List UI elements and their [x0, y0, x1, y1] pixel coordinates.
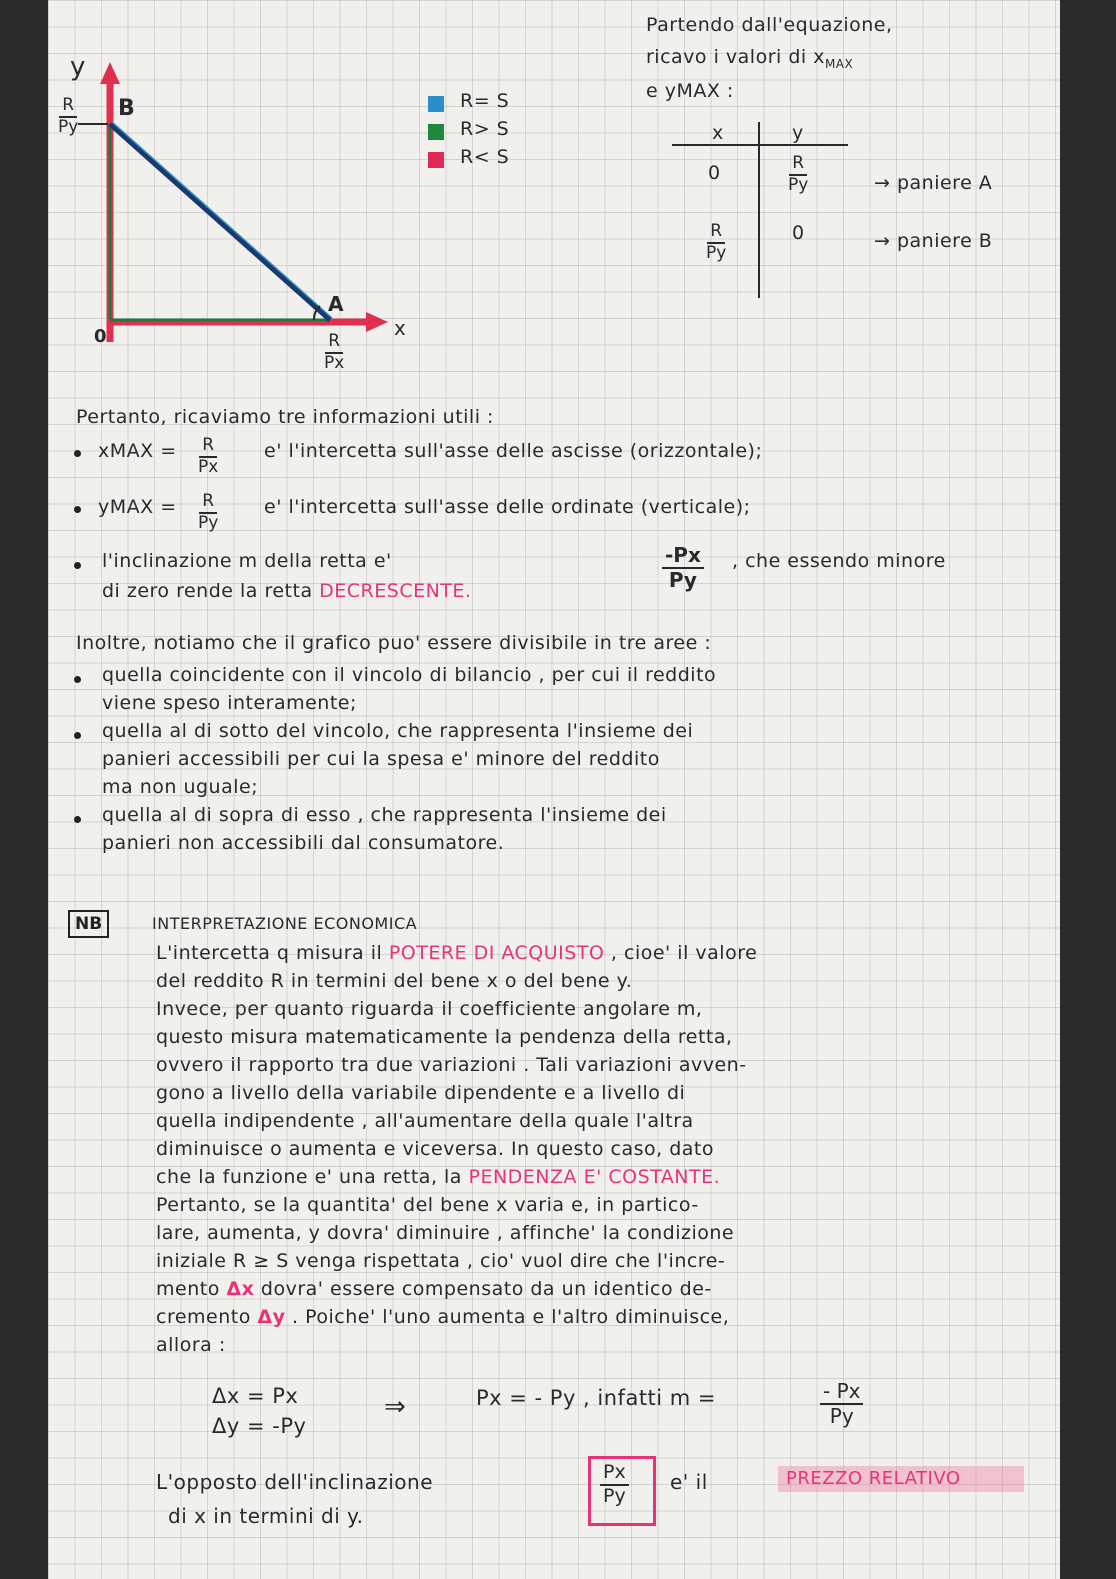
fraction-denominator: Py — [829, 1404, 854, 1428]
y-intercept-fraction — [58, 96, 78, 137]
table-row1-x: 0 — [708, 162, 721, 184]
area3-line2: panieri non accessibili dal consumatore. — [102, 832, 505, 854]
delta-y-highlight: Δy — [257, 1306, 286, 1328]
legend-label-less: R< S — [460, 146, 510, 168]
budget-line — [110, 124, 330, 320]
budget-line-highlight — [112, 122, 332, 318]
areas-intro: Inoltre, notiamo che il grafico puo' essere divisibile in tre aree : — [76, 632, 712, 654]
arrow-icon: → — [874, 230, 897, 252]
fraction-denominator: Py — [603, 1484, 626, 1507]
intro-line-2-text: ricavo i valori di x — [646, 46, 825, 68]
fraction-numerator: - Px — [820, 1380, 863, 1405]
area1-line2: viene speso interamente; — [102, 692, 357, 714]
intro-line-3: e yMAX : — [646, 80, 734, 102]
bullet — [74, 676, 81, 683]
nb-line-12: iniziale R ≥ S venga rispettata , cio' vuol dire che l'incre- — [156, 1250, 726, 1272]
info-b1-label: xMAX = — [98, 440, 177, 462]
x-axis-label: x — [394, 316, 407, 340]
nb-line-9-a: che la funzione e' una retta, la — [156, 1166, 462, 1188]
info-b2-fraction — [198, 492, 218, 533]
legend-label-equal: R= S — [460, 90, 510, 112]
formula-dy: Δy = -Py — [212, 1414, 307, 1438]
area2-line3: ma non uguale; — [102, 776, 259, 798]
nb-line-8: diminuisce o aumenta e viceversa. In questo caso, dato — [156, 1138, 714, 1160]
nb-line-9 — [156, 1166, 720, 1188]
table-header-x: x — [712, 122, 724, 144]
table-horizontal-rule — [672, 144, 848, 146]
fraction-numerator: R — [325, 332, 343, 354]
delta-x-highlight: Δx — [226, 1278, 255, 1300]
budget-line-graph — [48, 0, 468, 400]
potere-acquisto-highlight: POTERE DI ACQUISTO — [388, 942, 605, 964]
fraction-denominator: Py — [706, 242, 727, 263]
info-b3-text-b: , che essendo minore — [732, 550, 946, 572]
formula-dx: Δx = Px — [212, 1384, 299, 1408]
info-b1-fraction — [198, 436, 218, 477]
fraction-numerator: R — [707, 222, 725, 244]
info-b2-text: e' l'intercetta sull'asse delle ordinate (verticale); — [264, 496, 751, 518]
bullet — [74, 562, 81, 569]
info-b3-text-c-plain: di zero rende la retta — [102, 580, 313, 602]
final-line-2: di x in termini di y. — [168, 1504, 364, 1528]
legend-label-greater: R> S — [460, 118, 510, 140]
fraction-numerator: R — [59, 96, 77, 118]
x-intercept-fraction — [324, 332, 344, 373]
y-axis-label: y — [70, 52, 86, 82]
fraction-denominator: Px — [324, 352, 345, 373]
origin-label: 0 — [94, 326, 108, 347]
fraction-numerator: Px — [600, 1462, 629, 1486]
nb-line-1-b: , cioe' il valore — [610, 942, 758, 964]
nb-title: INTERPRETAZIONE ECONOMICA — [152, 914, 418, 933]
final-line-1: L'opposto dell'inclinazione — [156, 1470, 434, 1494]
final-mid: e' il — [670, 1470, 708, 1494]
fraction-numerator: R — [199, 492, 217, 514]
prezzo-relativo-highlight: PREZZO RELATIVO — [786, 1468, 961, 1489]
fraction-numerator: R — [199, 436, 217, 458]
legend-swatch-equal — [428, 96, 444, 112]
table-row2-note-text: paniere B — [896, 230, 993, 252]
table-row2-y: 0 — [792, 222, 805, 244]
formula-arrow: ⇒ — [384, 1392, 407, 1422]
nb-line-1 — [156, 942, 757, 964]
nb-line-7: quella indipendente , all'aumentare della quale l'altra — [156, 1110, 694, 1132]
point-b-label: B — [118, 96, 136, 121]
bullet — [74, 732, 81, 739]
fraction-numerator: -Px — [662, 544, 704, 569]
nb-line-14 — [156, 1306, 729, 1328]
formula-m-fraction — [820, 1380, 863, 1428]
y-axis-arrow — [100, 62, 120, 84]
final-fraction — [600, 1462, 629, 1508]
intro-line-2 — [646, 46, 853, 71]
nb-line-1-a: L'intercetta q misura il — [156, 942, 383, 964]
bullet — [74, 506, 81, 513]
nb-line-13-b: dovra' essere compensato da un identico de- — [260, 1278, 712, 1300]
nb-line-10: Pertanto, se la quantita' del bene x varia e, in partico- — [156, 1194, 699, 1216]
nb-line-13-a: mento — [156, 1278, 220, 1300]
fraction-denominator: Px — [198, 456, 219, 477]
area1-line1: quella coincidente con il vincolo di bilancio , per cui il reddito — [102, 664, 717, 686]
info-b2-label: yMAX = — [98, 496, 177, 518]
table-row1-note — [874, 172, 992, 194]
fraction-denominator: Py — [58, 116, 79, 137]
table-row2-x — [706, 222, 726, 263]
arrow-icon: → — [874, 172, 897, 194]
nb-tag: NB — [68, 910, 109, 938]
fraction-numerator: R — [789, 154, 807, 176]
nb-line-14-a: cremento — [156, 1306, 251, 1328]
table-row1-y — [788, 154, 808, 195]
formula-relation: Px = - Py , infatti m = — [476, 1386, 717, 1410]
nb-line-14-b: . Poiche' l'uno aumenta e l'altro diminuisce, — [292, 1306, 730, 1328]
nb-line-11: lare, aumenta, y dovra' diminuire , affinche' la condizione — [156, 1222, 735, 1244]
nb-line-3: Invece, per quanto riguarda il coefficiente angolare m, — [156, 998, 703, 1020]
bullet — [74, 816, 81, 823]
area2-line2: panieri accessibili per cui la spesa e' minore del reddito — [102, 748, 660, 770]
area2-line1: quella al di sotto del vincolo, che rappresenta l'insieme dei — [102, 720, 694, 742]
area3-line1: quella al di sopra di esso , che rappresenta l'insieme dei — [102, 804, 667, 826]
fraction-denominator: Py — [668, 568, 697, 592]
info-b3-fraction — [662, 544, 704, 592]
decrescente-highlight: DECRESCENTE. — [319, 580, 472, 602]
info-b1-text: e' l'intercetta sull'asse delle ascisse (orizzontale); — [264, 440, 763, 462]
intro-line-1: Partendo dall'equazione, — [646, 14, 893, 36]
nb-line-4: questo misura matematicamente la pendenza della retta, — [156, 1026, 733, 1048]
notebook-page — [48, 0, 1060, 1579]
table-header-y: y — [792, 122, 804, 144]
bullet — [74, 450, 81, 457]
nb-line-6: gono a livello della variabile dipendente e a livello di — [156, 1082, 686, 1104]
legend-swatch-less — [428, 152, 444, 168]
info-b3-text-a: l'inclinazione m della retta e' — [102, 550, 392, 572]
table-row2-note — [874, 230, 992, 252]
nb-line-2: del reddito R in termini del bene x o del bene y. — [156, 970, 633, 992]
nb-line-5: ovvero il rapporto tra due variazioni . Tali variazioni avven- — [156, 1054, 747, 1076]
fraction-denominator: Py — [788, 174, 809, 195]
nb-line-13 — [156, 1278, 712, 1300]
info-intro: Pertanto, ricaviamo tre informazioni utili : — [76, 406, 494, 428]
pendenza-costante-highlight: PENDENZA E' COSTANTE. — [468, 1166, 721, 1188]
intro-line-2-sub: MAX — [824, 56, 854, 71]
table-vertical-rule — [758, 122, 760, 298]
fraction-denominator: Py — [198, 512, 219, 533]
x-axis-arrow — [366, 312, 388, 332]
legend-swatch-greater — [428, 124, 444, 140]
point-a-label: A — [328, 292, 344, 316]
nb-line-15: allora : — [156, 1334, 226, 1356]
table-row1-note-text: paniere A — [896, 172, 993, 194]
info-b3-text-c — [102, 580, 471, 602]
